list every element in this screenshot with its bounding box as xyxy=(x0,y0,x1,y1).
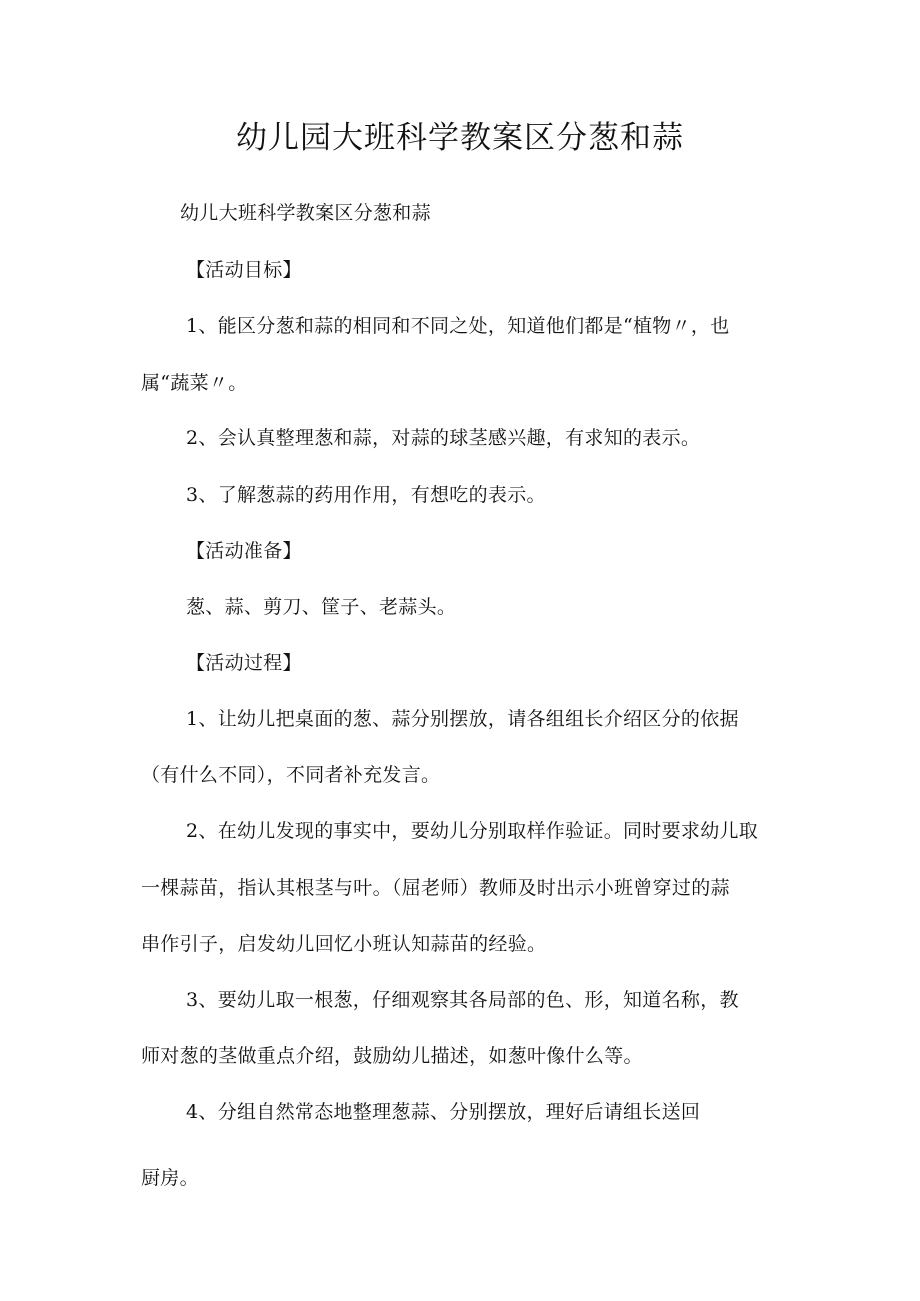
process-line: 一棵蒜苗，指认其根茎与叶。（屈老师）教师及时出示小班曾穿过的蒜 xyxy=(141,877,730,899)
prep-line: 葱、蒜、剪刀、筐子、老蒜头。 xyxy=(186,596,457,618)
goals-heading: 【活动目标】 xyxy=(186,259,302,281)
process-line: 4、分组自然常态地整理葱蒜、分别摆放，理好后请组长送回 xyxy=(186,1101,701,1123)
process-line: 1、让幼儿把桌面的葱、蒜分别摆放，请各组组长介绍区分的依据 xyxy=(186,708,739,730)
process-heading: 【活动过程】 xyxy=(186,652,302,674)
process-line: （有什么不同），不同者补充发言。 xyxy=(141,764,441,786)
document-title: 幼儿园大班科学教案区分葱和蒜 xyxy=(236,120,684,156)
process-line: 厨房。 xyxy=(141,1167,199,1189)
goal-line: 1、能区分葱和蒜的相同和不同之处，知道他们都是“植物〃，也 xyxy=(186,315,730,337)
document-subtitle: 幼儿大班科学教案区分葱和蒜 xyxy=(180,202,431,224)
goal-line: 属“蔬菜〃。 xyxy=(141,372,248,394)
process-line: 2、在幼儿发现的事实中，要幼儿分别取样作验证。同时要求幼儿取 xyxy=(186,820,759,842)
process-line: 师对葱的茎做重点介绍，鼓励幼儿描述，如葱叶像什么等。 xyxy=(141,1045,643,1067)
process-line: 3、要幼儿取一根葱，仔细观察其各局部的色、形，知道名称，教 xyxy=(186,989,739,1011)
goal-line: 3、了解葱蒜的药用作用，有想吃的表示。 xyxy=(186,484,546,506)
prep-heading: 【活动准备】 xyxy=(186,540,302,562)
goal-line: 2、会认真整理葱和蒜，对蒜的球茎感兴趣，有求知的表示。 xyxy=(186,427,701,449)
process-line: 串作引子，启发幼儿回忆小班认知蒜苗的经验。 xyxy=(141,933,547,955)
